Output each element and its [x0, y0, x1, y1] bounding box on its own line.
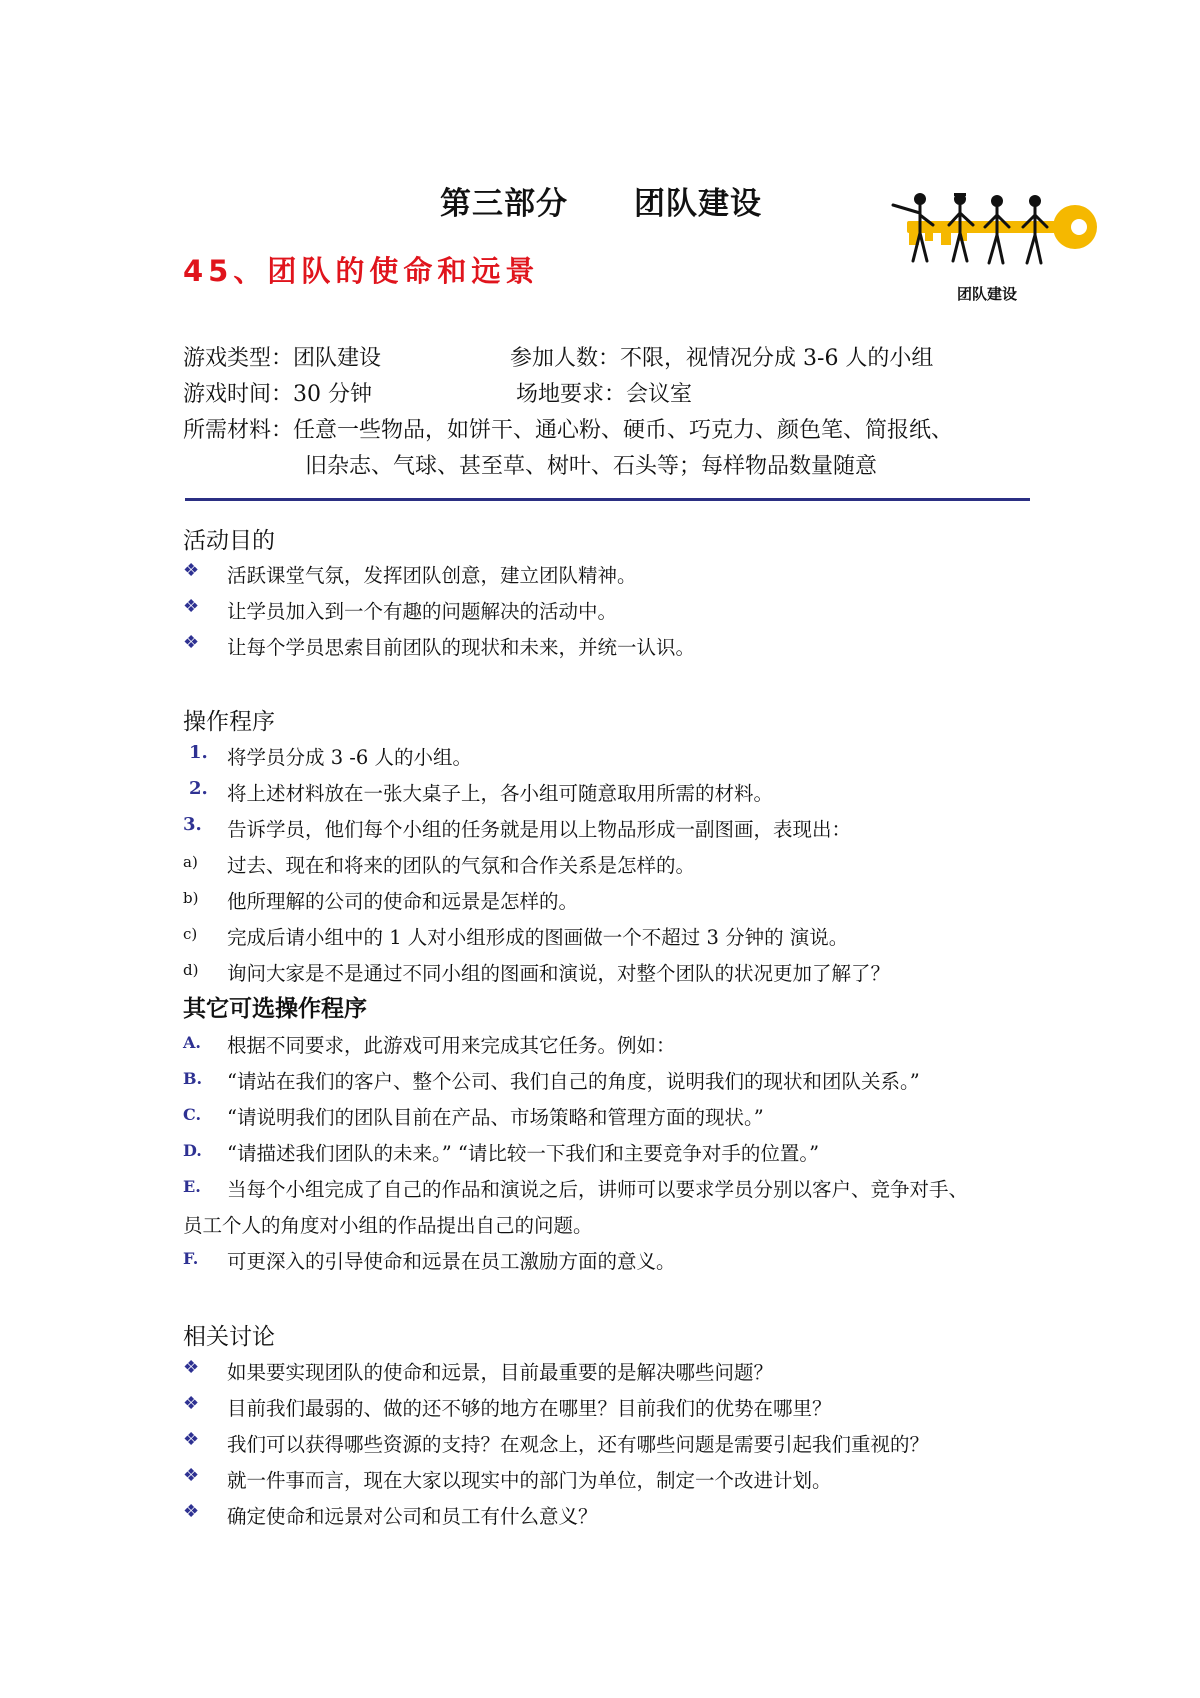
substep-marker: b) — [183, 889, 199, 907]
bullet-diamond-icon: ❖ — [183, 1501, 200, 1522]
bullet-diamond-icon: ❖ — [183, 596, 200, 617]
bullet-diamond-icon: ❖ — [183, 1465, 200, 1486]
section-divider — [185, 498, 1030, 501]
meta-materials-line2: 旧杂志、气球、甚至草、树叶、石头等；每样物品数量随意 — [305, 454, 878, 479]
alternative-marker: E. — [183, 1177, 201, 1196]
meta-materials — [183, 413, 953, 444]
bullet-diamond-icon: ❖ — [183, 560, 200, 581]
meta-materials-line1: 任意一些物品，如饼干、通心粉、硬币、巧克力、颜色笔、简报纸、 — [293, 418, 954, 443]
meta-time — [183, 377, 372, 408]
meta-materials-label: 所需材料： — [183, 418, 294, 443]
step-number: 3. — [183, 814, 202, 835]
alternative-marker: D. — [183, 1141, 202, 1160]
meta-type-value: 团队建设 — [293, 346, 382, 371]
meta-people-value: 不限，视情况分成 3-6 人的小组 — [620, 346, 934, 371]
alternative-marker: A. — [183, 1033, 201, 1052]
bullet-diamond-icon: ❖ — [183, 1429, 200, 1450]
substep-marker: d) — [183, 961, 199, 979]
alternative-item-continuation: 员工个人的角度对小组的作品提出自己的问题。 — [183, 1214, 593, 1237]
step-number: 2. — [189, 778, 208, 799]
meta-venue-label: 场地要求： — [516, 382, 627, 407]
substep-marker: a) — [183, 853, 198, 871]
document-page: 第三部分 团队建设 45、团队的使命和远景 团队建设 游戏类型：团队建设 参加人数：不限，视情况分成 3-6 人的小组 游戏时间：30 分钟 场地要求：会议室 所需材料：任意一些物品，如饼干、通心粉、硬币、巧克力、颜色笔、简报纸、 旧杂志、气球、甚至草、树叶、石头等；每样物品数量随意 活动目的 ❖ 活跃课堂气氛，发挥团队创意，建立团队精神。 ❖ 让学员加入到一个有趣的问题解决的活动中。 ❖ 让每个学员思索目前团队的现状和未来，并统一认识。 操作程序 1. 将学员分成 3 -6 人的小组。 2. 将上述材料放在一张大桌子上，各小组可随意取用所需的材料。 3. 告诉学员，他们每个小组的任务就是用以上物品形成一副图画，表现出： a) 过去、现在和将来的团队的气氛和合作关系是怎样的。 b) 他所理解的公司的使命和远景是怎样的。 c) 完成后请小组中的 1 人对小组形成的图画做一个不超过 3 分钟的 演说。 d) 询问大家是不是通过不同小组的图画和演说，对整个团队的状况更加了解了？ 其它可选操作程序 A. 根据不同要求，此游戏可用来完成其它任务。例如： B. “请站在我们的客户、整个公司、我们自己的角度，说明我们的现状和团队关系。” C. “请说明我们的团队目前在产品、市场策略和管理方面的现状。” D. “请描述我们团队的未来。” “请比较一下我们和主要竞争对手的位置。” E. 当每个小组完成了自己的作品和演说之后，讲师可以要求学员分别以客户、竞争对手、 员工个人的角度对小组的作品提出自己的问题。 F. 可更深入的引导使命和远景在员工激励方面的意义。 相关讨论 ❖ 如果要实现团队的使命和远景，目前最重要的是解决哪些问题？ ❖ 目前我们最弱的、做的还不够的地方在哪里？目前我们的优势在哪里？ ❖ 我们可以获得哪些资源的支持？在观念上，还有哪些问题是需要引起我们重视的？ ❖ 就一件事而言，现在大家以现实中的部门为单位，制定一个改进计划。 ❖ 确定使命和远景对公司和员工有什么意义？ — [0, 0, 1200, 1698]
team-key-icon — [885, 193, 1107, 288]
substep-marker: c) — [183, 925, 198, 943]
part-name: 团队建设 — [634, 186, 762, 222]
meta-venue — [516, 377, 692, 408]
bullet-diamond-icon: ❖ — [183, 1393, 200, 1414]
meta-time-value: 30 分钟 — [293, 382, 373, 407]
meta-people — [510, 341, 933, 372]
bullet-diamond-icon: ❖ — [183, 632, 200, 653]
alternative-marker: C. — [183, 1105, 202, 1124]
logo-caption: 团队建设 — [957, 285, 1018, 303]
meta-venue-value: 会议室 — [626, 382, 693, 407]
bullet-diamond-icon: ❖ — [183, 1357, 200, 1378]
part-label: 第三部分 — [440, 186, 568, 222]
objectives-heading: 活动目的 — [183, 528, 275, 554]
alternatives-heading: 其它可选操作程序 — [183, 996, 367, 1022]
meta-type-label: 游戏类型： — [183, 346, 294, 371]
part-title — [440, 178, 762, 223]
game-title: 45、团队的使命和远景 — [183, 254, 540, 288]
meta-people-label: 参加人数： — [510, 346, 621, 371]
meta-time-label: 游戏时间： — [183, 382, 294, 407]
alternative-marker: B. — [183, 1069, 203, 1088]
discussion-heading: 相关讨论 — [183, 1324, 275, 1350]
procedure-heading: 操作程序 — [183, 709, 275, 735]
meta-type — [183, 341, 381, 372]
step-number: 1. — [189, 742, 208, 763]
alternative-marker: F. — [183, 1249, 199, 1268]
team-building-logo — [885, 193, 1107, 303]
